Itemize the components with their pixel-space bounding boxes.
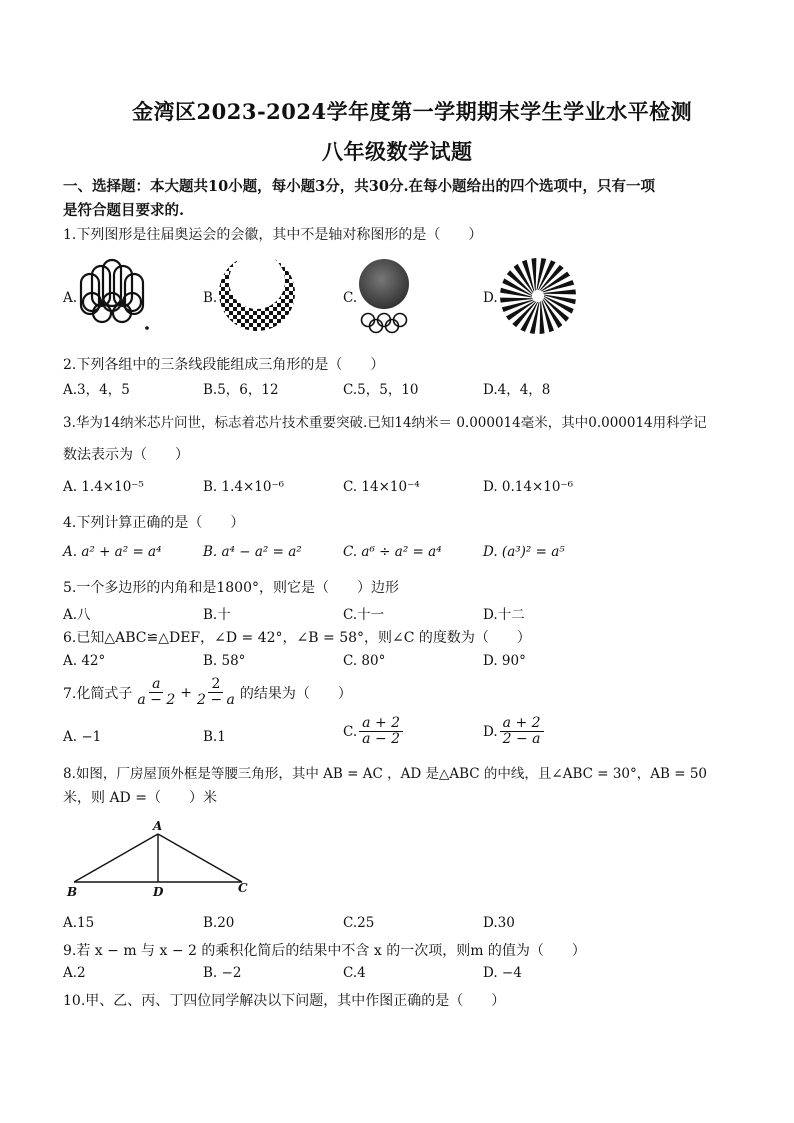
question-1-stem: 1.下列图形是往届奥运会的会徽，其中不是轴对称图形的是（ ）	[63, 227, 483, 243]
q5-option-c: C.十一	[343, 607, 385, 623]
olympic-2020-checkered-emblem-icon	[217, 259, 297, 333]
q5-option-a: A.八	[63, 607, 91, 623]
q7-option-c-numerator: a + 2	[359, 716, 403, 732]
q6-option-b: B. 58°	[203, 653, 246, 669]
question-3-stem-line2: 数法表示为（ ）	[63, 447, 189, 463]
q7-option-c	[343, 716, 405, 748]
q1-option-c-label: C.	[343, 290, 358, 306]
section-heading-line1: 一、选择题：本大题共10小题，每小题3分，共30分.在每小题给出的四个选项中，只有一项	[63, 178, 655, 195]
q3-option-a: A. 1.4×10⁻⁵	[63, 479, 144, 495]
segment-ac	[158, 834, 242, 882]
sunburst-center	[532, 290, 544, 302]
olympic-1976-emblem-icon	[78, 258, 158, 336]
point-c-label: C	[238, 881, 248, 895]
q2-option-d: D.4，4，8	[483, 382, 551, 398]
q1-option-a-label: A.	[63, 290, 78, 306]
point-a-label: A	[153, 819, 163, 833]
q6-option-d: D. 90°	[483, 653, 526, 669]
point-d-label: D	[153, 885, 164, 899]
q7-option-c-fraction	[359, 716, 403, 748]
q8-option-b: B.20	[203, 915, 235, 931]
q7-fraction-2-denominator: 2 − a	[196, 692, 235, 709]
q4-option-d: D. (a³)² = a⁵	[483, 544, 565, 560]
q7-option-c-label: C.	[343, 723, 358, 740]
q8-option-a: A.15	[63, 915, 95, 931]
page-title: 金湾区2023-2024学年度第一学期期末学生学业水平检测	[132, 99, 693, 124]
q9-option-d: D. −4	[483, 965, 522, 981]
q4-option-a: A. a² + a² = a⁴	[63, 544, 162, 560]
q7-stem-suffix: 的结果为（ ）	[239, 685, 352, 702]
q7-option-d-fraction	[500, 716, 544, 748]
q5-option-b: B.十	[203, 607, 231, 623]
triangle-abc-diagram	[62, 816, 262, 899]
q9-option-c: C.4	[343, 965, 366, 981]
olympic-1972-spiral-emblem-icon	[498, 256, 578, 336]
q7-option-a: A. −1	[63, 729, 102, 745]
question-5-stem: 5.一个多边形的内角和是1800°，则它是（ ）边形	[63, 580, 399, 596]
q5-option-d: D.十二	[483, 607, 525, 623]
question-7-stem	[63, 677, 352, 709]
question-2-stem: 2.下列各组中的三条线段能组成三角形的是（ ）	[63, 357, 385, 373]
q2-option-c: C.5，5，10	[343, 382, 419, 398]
question-8-stem-line2: 米，则 AD =（ ）米	[63, 790, 217, 806]
q7-option-d	[483, 716, 546, 748]
point-b-label: B	[67, 885, 78, 899]
q9-option-a: A.2	[63, 965, 86, 981]
question-3-stem-line1: 3.华为14纳米芯片问世，标志着芯片技术重要突破.已知14纳米＝ 0.000014毫米，其中0.000014用科学记	[63, 415, 707, 431]
q3-option-d: D. 0.14×10⁻⁶	[483, 479, 574, 495]
q2-option-a: A.3，4，5	[63, 382, 130, 398]
q3-option-b: B. 1.4×10⁻⁶	[203, 479, 284, 495]
section-heading-line2: 是符合题目要求的.	[63, 202, 185, 219]
q9-option-b: B. −2	[203, 965, 242, 981]
question-8-stem-line1: 8.如图，厂房屋顶外框是等腰三角形，其中 AB = AC ，AD 是△ABC 的中线，且∠ABC = 30°，AB = 50	[63, 766, 708, 782]
q6-option-a: A. 42°	[63, 653, 106, 669]
question-4-stem: 4.下列计算正确的是（ ）	[63, 515, 245, 531]
q7-option-b: B.1	[203, 729, 226, 745]
q7-plus-sign: +	[180, 684, 192, 701]
q7-stem-prefix: 7.化简式子	[63, 685, 133, 702]
q8-option-c: C.25	[343, 915, 375, 931]
q7-option-d-numerator: a + 2	[500, 716, 544, 732]
q3-option-c: C. 14×10⁻⁴	[343, 479, 420, 495]
q8-option-d: D.30	[483, 915, 515, 931]
page-subtitle: 八年级数学试题	[322, 139, 473, 164]
q7-fraction-1	[134, 677, 178, 709]
q2-option-b: B.5，6，12	[203, 382, 279, 398]
q7-option-d-label: D.	[483, 723, 498, 740]
q4-option-c: C. a⁶ ÷ a² = a⁴	[343, 544, 442, 560]
q7-option-c-denominator: a − 2	[362, 731, 401, 748]
q7-fraction-2-numerator: 2	[208, 677, 223, 693]
q7-fraction-1-denominator: a − 2	[137, 692, 176, 709]
question-10-stem: 10.甲、乙、丙、丁四位同学解决以下问题，其中作图正确的是（ ）	[63, 993, 506, 1009]
q4-option-b: B. a⁴ − a² = a²	[203, 544, 302, 560]
q7-option-d-denominator: 2 − a	[502, 731, 541, 748]
q1-option-d-label: D.	[483, 290, 498, 306]
q7-fraction-2	[194, 677, 238, 709]
q1-option-b-label: B.	[203, 290, 218, 306]
olympic-1964-sun-emblem-icon	[356, 258, 412, 334]
question-9-stem: 9.若 x − m 与 x − 2 的乘积化简后的结果中不含 x 的一次项，则m 的值为（ ）	[63, 943, 586, 959]
q6-option-c: C. 80°	[343, 653, 386, 669]
q7-fraction-1-numerator: a	[149, 677, 163, 693]
segment-ab	[74, 834, 158, 882]
question-6-stem: 6.已知△ABC≌△DEF，∠D = 42°，∠B = 58°，则∠C 的度数为（ ）	[63, 630, 531, 646]
